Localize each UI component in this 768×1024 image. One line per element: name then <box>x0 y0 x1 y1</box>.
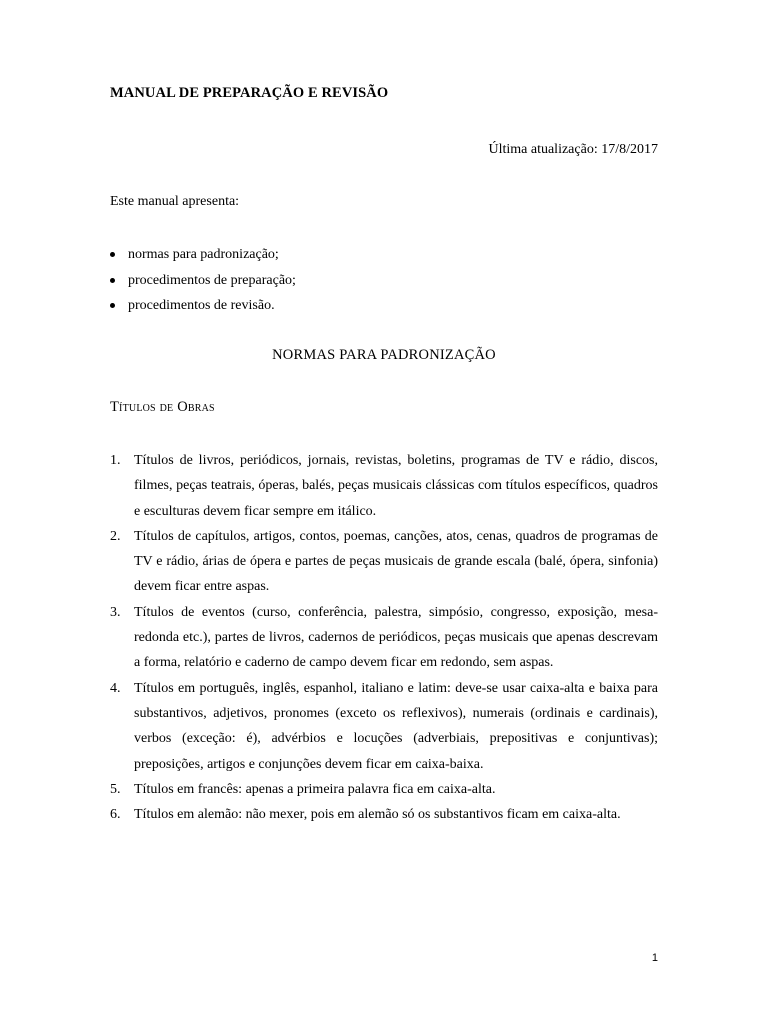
bullet-item <box>110 245 670 271</box>
list-item-text: Títulos em francês: apenas a primeira palavra fica em caixa-alta. <box>134 781 496 797</box>
bullet-icon <box>110 252 115 257</box>
bullet-icon <box>110 303 115 308</box>
bullet-text: normas para padronização; <box>128 247 279 262</box>
list-item-text: Títulos de capítulos, artigos, contos, poemas, canções, atos, cenas, quadros de programas de TV e rádio, árias de ópera e partes de peças musicais de grande escala (balé, ópera, sinfonia) devem ficar entre aspas. <box>134 528 658 595</box>
list-item <box>110 448 658 524</box>
section-heading: NORMAS PARA PADRONIZAÇÃO <box>272 347 496 363</box>
numbered-list <box>110 448 658 827</box>
bullet-item <box>110 271 670 297</box>
list-item <box>110 676 658 777</box>
bullet-item <box>110 296 670 322</box>
document-title: MANUAL DE PREPARAÇÃO E REVISÃO <box>110 85 389 101</box>
bullet-text: procedimentos de preparação; <box>128 272 296 288</box>
list-item-number: 6. <box>110 807 121 823</box>
list-item <box>110 777 658 802</box>
list-item <box>110 600 658 676</box>
list-item-text: Títulos em português, inglês, espanhol, italiano e latim: deve-se usar caixa-alta e baixa para substantivos, adjetivos, pronomes (exceto os reflexivos), numerais (ordinais e cardinais), verbos (exceção: é), advérbios e locuções (adverbiais, prepositivas e conjuntivas); preposições, artigos e conjunções devem ficar em caixa-baixa. <box>134 680 658 772</box>
list-item-text: Títulos de eventos (curso, conferência, palestra, simpósio, congresso, exposição, mesa-redonda etc.), partes de livros, cadernos de periódicos, peças musicais que apenas descrevam a forma, relatório e caderno de campo devem ficar em redondo, sem aspas. <box>134 604 658 671</box>
list-item <box>110 524 658 600</box>
bullet-list <box>110 245 670 322</box>
bullet-text: procedimentos de revisão. <box>128 298 275 313</box>
list-item-number: 2. <box>110 528 121 544</box>
list-item-number: 3. <box>110 604 121 620</box>
intro-text: Este manual apresenta: <box>110 194 240 209</box>
bullet-icon <box>110 278 115 283</box>
page-number: 1 <box>651 952 658 964</box>
subsection-heading: Títulos de Obras <box>110 399 215 415</box>
list-item-text: Títulos de livros, periódicos, jornais, revistas, boletins, programas de TV e rádio, discos, filmes, peças teatrais, óperas, balés, peças musicais clássicas com títulos específicos, quadros e esculturas devem ficar sempre em itálico. <box>134 453 658 519</box>
last-updated-date: Última atualização: 17/8/2017 <box>488 142 658 157</box>
list-item-number: 4. <box>110 680 121 696</box>
list-item <box>110 802 658 827</box>
list-item-number: 5. <box>110 781 121 797</box>
list-item-text: Títulos em alemão: não mexer, pois em alemão só os substantivos ficam em caixa-alta. <box>134 807 621 823</box>
list-item-number: 1. <box>110 453 121 468</box>
